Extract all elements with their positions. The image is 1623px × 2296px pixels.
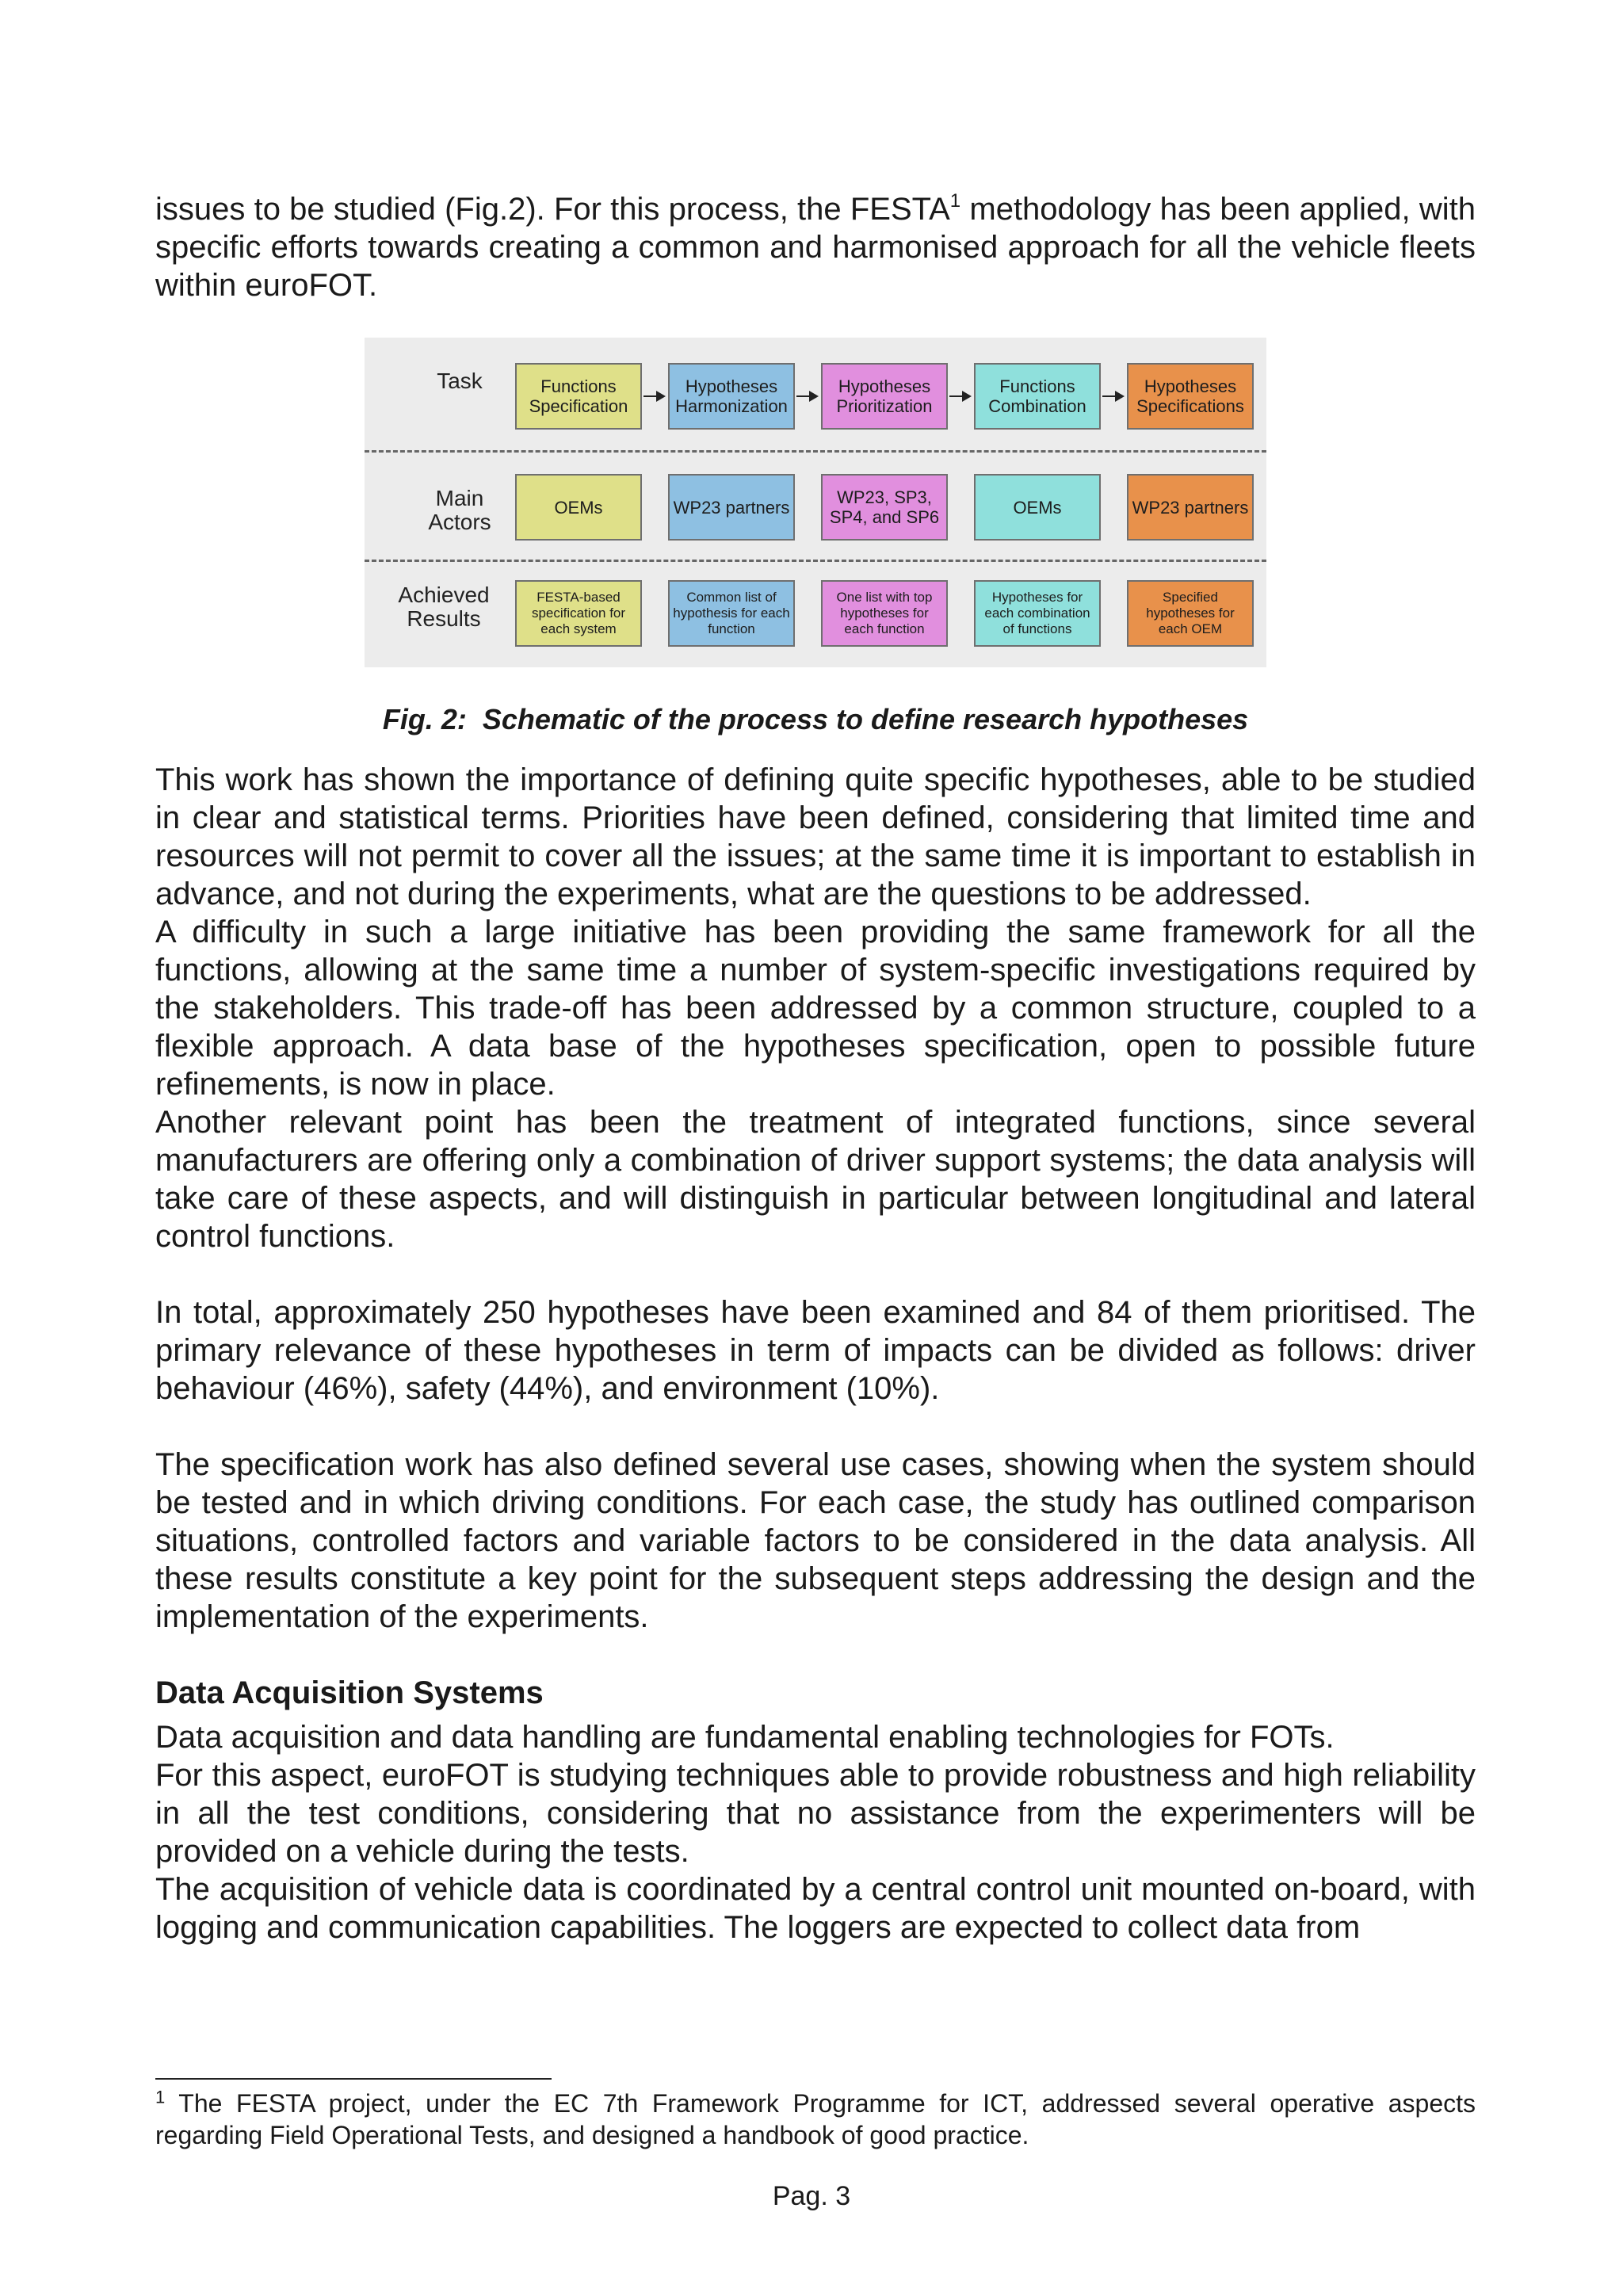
arrow-right-icon bbox=[1102, 395, 1123, 397]
intro-paragraph: issues to be studied (Fig.2). For this process, the FESTA$^1$ methodology has been applied, with specific efforts towards creating a common and harmonised approach for all the vehicle fleets within euroFOT. bbox=[155, 189, 1476, 303]
actor-box-5: WP23 partners bbox=[1127, 474, 1254, 541]
task-box-5: Hypotheses Specifications bbox=[1127, 363, 1254, 430]
footnote-divider bbox=[155, 2078, 552, 2080]
row-divider bbox=[365, 560, 1266, 562]
section-heading: Data Acquisition Systems bbox=[155, 1675, 544, 1710]
paragraph: A difficulty in such a large initiative has been providing the same framework for all the functions, allowing at the same time a number of system-specific investigations required by the stakeholders. This trade-off has been addressed by a common structure, coupled to a flexible approach. A data base of the hypotheses specification, open to possible future refinements, is now in place. bbox=[155, 915, 1476, 1102]
row-label-actors: Main Actors bbox=[428, 486, 491, 534]
row-label-task: Task bbox=[437, 369, 483, 393]
paragraph: In total, approximately 250 hypotheses have been examined and 84 of them prioritised. The primary relevance of these hypotheses in term of impacts can be divided as follows: driver behaviour (46%), safety (44%), and environment (10%). bbox=[155, 1295, 1476, 1406]
result-box-5: Specified hypotheses for each OEM bbox=[1127, 580, 1254, 647]
task-box-1: Functions Specification bbox=[515, 363, 642, 430]
figure-caption: Fig. 2: Schematic of the process to define research hypotheses bbox=[382, 703, 1249, 735]
result-box-2: Common list of hypothesis for each function bbox=[668, 580, 795, 647]
page-number: Pag. 3 bbox=[772, 2181, 851, 2211]
footnote-marker: 1 bbox=[155, 2087, 166, 2107]
task-box-3: Hypotheses Prioritization bbox=[821, 363, 948, 430]
paragraph: This work has shown the importance of defining quite specific hypotheses, able to be studied in clear and statistical terms. Priorities have been defined, considering that limited time and resources will not permit to cover all the issues; at the same time it is important to establish in advance, and not during the experiments, what are the questions to be addressed. bbox=[155, 762, 1476, 911]
footnote: $^1$ The FESTA project, under the EC 7th Framework Programme for ICT, addressed several operative aspects regarding Field Operational Tests, and designed a handbook of good practice. bbox=[155, 2087, 1476, 2149]
task-box-2: Hypotheses Harmonization bbox=[668, 363, 795, 430]
result-box-1: FESTA-based specification for each system bbox=[515, 580, 642, 647]
figure-hypotheses-process bbox=[365, 338, 1266, 667]
task-box-4: Functions Combination bbox=[974, 363, 1101, 430]
arrow-right-icon bbox=[949, 395, 970, 397]
arrow-right-icon bbox=[796, 395, 817, 397]
paragraph: For this aspect, euroFOT is studying techniques able to provide robustness and high reliability in all the test conditions, considering that no assistance from the experimenters will be provided on a vehicle during the tests. bbox=[155, 1758, 1476, 1869]
paragraph: The acquisition of vehicle data is coordinated by a central control unit mounted on-board, with logging and communication capabilities. The loggers are expected to collect data from bbox=[155, 1872, 1476, 1945]
actor-box-1: OEMs bbox=[515, 474, 642, 541]
paragraph: The specification work has also defined several use cases, showing when the system should be tested and in which driving conditions. For each case, the study has outlined comparison situations, controlled factors and variable factors to be considered in the data analysis. All these results constitute a key point for the subsequent steps addressing the design and the implementation of the experiments. bbox=[155, 1447, 1476, 1634]
actor-box-4: OEMs bbox=[974, 474, 1101, 541]
arrow-right-icon bbox=[643, 395, 664, 397]
row-divider bbox=[365, 450, 1266, 453]
row-label-results: Achieved Results bbox=[398, 583, 490, 631]
actor-box-3: WP23, SP3, SP4, and SP6 bbox=[821, 474, 948, 541]
result-box-4: Hypotheses for each combination of functions bbox=[974, 580, 1101, 647]
footnote-ref[interactable]: 1 bbox=[949, 189, 961, 212]
page-body bbox=[155, 190, 1476, 1946]
result-box-3: One list with top hypotheses for each function bbox=[821, 580, 948, 647]
paragraph: Data acquisition and data handling are fundamental enabling technologies for FOTs. bbox=[155, 1720, 1335, 1755]
paragraph: Another relevant point has been the treatment of integrated functions, since several manufacturers are offering only a combination of driver support systems; the data analysis will take care of these aspects, and will distinguish in particular between longitudinal and lateral control functions. bbox=[155, 1105, 1476, 1254]
actor-box-2: WP23 partners bbox=[668, 474, 795, 541]
